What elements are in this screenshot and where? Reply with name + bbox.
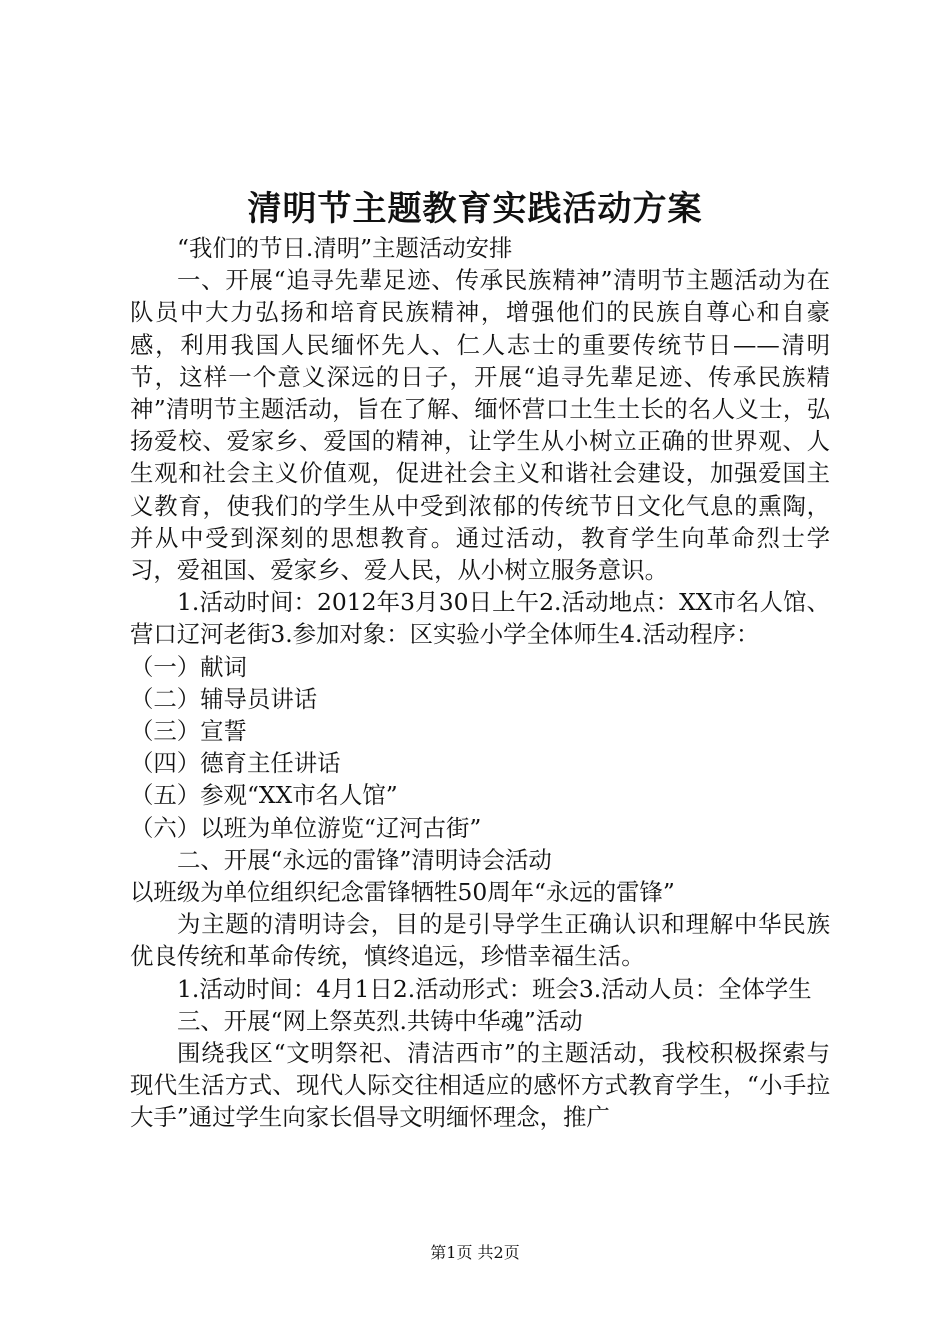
paragraph-activity-details-2: 1.活动时间：4月1日2.活动形式：班会3.活动人员：全体学生 — [177, 974, 812, 1003]
document-body — [130, 232, 830, 1134]
paragraph-subtitle: “我们的节日.清明”主题活动安排 — [177, 234, 513, 262]
paragraph-section-2-purpose: 为主题的清明诗会，目的是引导学生正确认识和理解中华民族优良传统和革命传统，慎终追远，珍惜幸福生活。 — [130, 910, 830, 971]
page-number-footer: 第1页 共2页 — [430, 1243, 520, 1262]
paragraph-section-1: 一、开展“追寻先辈足迹、传承民族精神”清明节主题活动为在队员中大力弘扬和培育民族精神，增强他们的民族自尊心和自豪感，利用我国人民缅怀先人、仁人志士的重要传统节日——清明节，这样一个意义深远的日子，开展“追寻先辈足迹、传承民族精神”清明节主题活动，旨在了解、缅怀营口土生土长的名人义士，弘扬爱校、爱家乡、爱国的精神，让学生从小树立正确的世界观、人生观和社会主义价值观，促进社会主义和谐社会建设，加强爱国主义教育，使我们的学生从中受到浓郁的传统节日文化气息的熏陶，并从中受到深刻的思想教育。通过活动，教育学生向革命烈士学习，爱祖国、爱家乡、爱人民，从小树立服务意识。 — [130, 266, 830, 585]
paragraph-activity-details-1: 1.活动时间：2012年3月30日上午2.活动地点：XX市名人馆、营口辽河老街3.参加对象：区实验小学全体师生4.活动程序： — [130, 588, 830, 649]
document-title: 清明节主题教育实践活动方案 — [247, 189, 703, 229]
paragraph-section-2-line: 以班级为单位组织纪念雷锋牺牲50周年“永远的雷锋” — [130, 878, 675, 907]
list-item-procedure-4: （四）德育主任讲话 — [130, 749, 341, 778]
paragraph-section-2-heading: 二、开展“永远的雷锋”清明诗会活动 — [177, 845, 552, 874]
list-item-procedure-5: （五）参观“XX市名人馆” — [130, 781, 398, 810]
paragraph-section-3-heading: 三、开展“网上祭英烈.共铸中华魂”活动 — [177, 1006, 583, 1035]
list-item-procedure-3: （三）宣誓 — [130, 717, 247, 746]
list-item-procedure-2: （二）辅导员讲话 — [130, 684, 318, 713]
list-item-procedure-6: （六）以班为单位游览“辽河古街” — [130, 813, 482, 842]
paragraph-section-3-body: 围绕我区“文明祭祀、清洁西市”的主题活动，我校积极探索与现代生活方式、现代人际交往相适应的感怀方式教育学生，“小手拉大手”通过学生向家长倡导文明缅怀理念，推广 — [130, 1039, 830, 1132]
list-item-procedure-1: （一）献词 — [130, 652, 247, 681]
